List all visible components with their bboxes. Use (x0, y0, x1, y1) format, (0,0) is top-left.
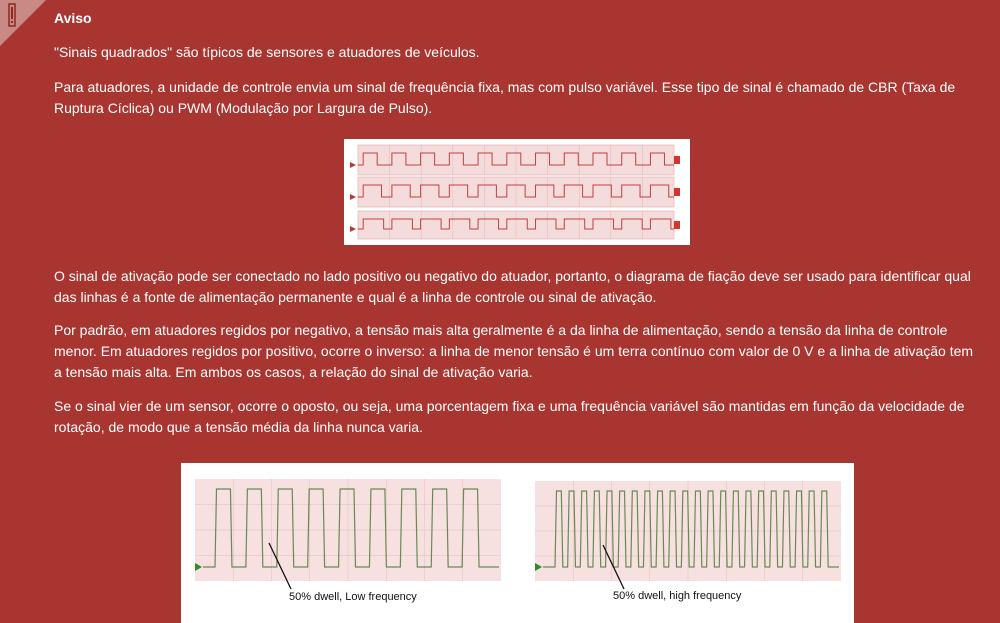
dwell-comparison-image (181, 463, 854, 623)
warning-corner-ribbon (0, 0, 46, 46)
paragraph-negative-positive-actuators: Por padrão, em atuadores regidos por negativo, a tensão mais alta geralmente é a da linha de alimentação, sendo a tensão da linha de controle menor. Em atuadores regidos por positivo, ocorre o inverso: a linha de menor tensão é um terra contínuo com valor de 0 V e a linha de ativação tem a tensão mais alta. Em ambos os casos, a relação do sinal de ativação varia. (54, 322, 974, 380)
pwm-waveform-image (344, 139, 690, 245)
paragraph-sensor-signal: Se o sinal vier de um sensor, ocorre o oposto, ou seja, uma porcentagem fixa e uma frequência variável são mantidas em função da velocidade de rotação, de modo que a tensão média da linha nunca varia. (54, 398, 965, 435)
trace-ground-marker (350, 162, 356, 168)
caption-high-frequency: 50% dwell, high frequency (613, 590, 742, 602)
paragraph-actuators-pwm: Para atuadores, a unidade de controle envia um sinal de frequência fixa, mas com pulso variável. Esse tipo de sinal é chamado de CBR (Taxa de Ruptura Cíclica) ou PWM (Modulação por Largura de Pulso). (54, 79, 956, 116)
trace-end-marker (674, 156, 680, 164)
trace-end-marker (674, 221, 680, 229)
caption-low-frequency: 50% dwell, Low frequency (289, 591, 417, 603)
notice-title: Aviso (54, 10, 92, 26)
trace-ground-marker (350, 226, 356, 232)
paragraph-square-signals: "Sinais quadrados" são típicos de sensores e atuadores de veículos. (54, 44, 480, 60)
trace-end-marker (674, 188, 680, 196)
paragraph-activation-signal: O sinal de ativação pode ser conectado no lado positivo ou negativo do atuador, portanto, o diagrama de fiação deve ser usado para identificar qual das linhas é a fonte de alimentação permanente e qual é a linha de controle ou sinal de ativação. (54, 268, 971, 305)
trace-ground-marker (350, 194, 356, 200)
